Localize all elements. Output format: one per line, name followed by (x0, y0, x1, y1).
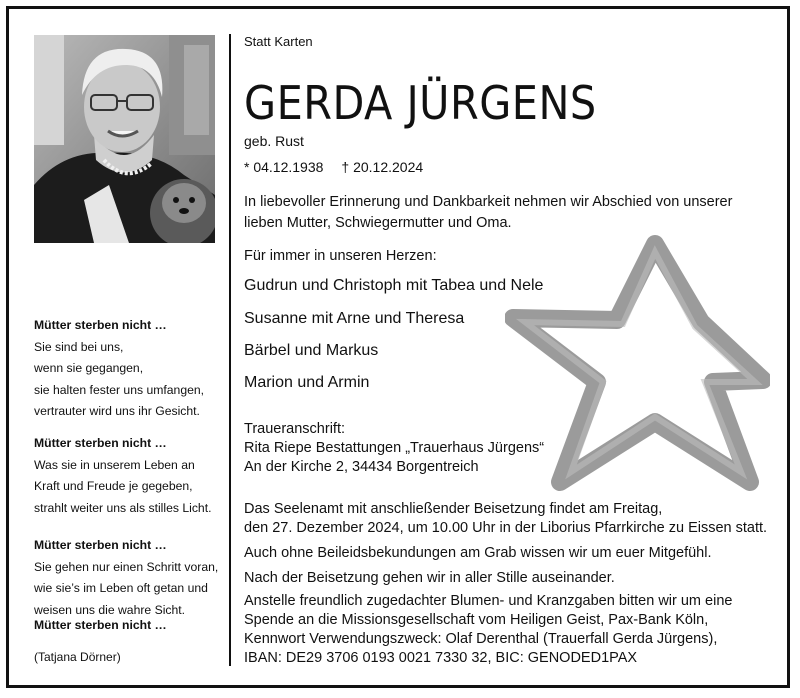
life-dates (244, 159, 423, 175)
intro-text: In liebevoller Erinnerung und Dankbarkeit nehmen wir Abschied von unserer lieben Mutter, Schwiegermutter und Oma. (244, 194, 733, 231)
poem-line: Mütter sterben nicht … (34, 436, 167, 450)
family-member: Bärbel und Markus (244, 342, 379, 359)
poem-line: Was sie in unserem Leben an (34, 457, 195, 472)
poem-line: weisen uns die wahre Sicht. (34, 602, 186, 617)
mourning-address (244, 420, 544, 477)
funeral-line: Das Seelenamt mit anschließender Beisetzung findet am Freitag, (244, 501, 663, 517)
address-line: Rita Riepe Bestattungen „Trauerhaus Jürgens“ (244, 440, 545, 456)
poem-line: vertrauter wird uns ihr Gesicht. (34, 404, 200, 418)
donation-line: Anstelle freundlich zugedachter Blumen- und Kranzgaben bitten wir um eine (244, 593, 733, 609)
after-funeral-note: Nach der Beisetzung gehen wir in aller Stille auseinander. (244, 570, 615, 586)
funeral-info (244, 500, 767, 538)
family-member: Susanne mit Arne und Theresa (244, 310, 465, 327)
death-date: † 20.12.2024 (341, 159, 424, 175)
poem-line: Kraft und Freude je gegeben, (34, 479, 193, 493)
poem-line: Mütter sterben nicht … (34, 318, 167, 332)
address-line: Traueranschrift: (244, 421, 345, 437)
poem-line: sie halten fester uns umfangen, (34, 382, 205, 397)
poem-line: strahlt weiter uns als stilles Licht. (34, 500, 212, 515)
donation-line: IBAN: DE29 3706 0193 0021 7330 32, BIC: GENODED1PAX (244, 650, 638, 666)
forever-heading: Für immer in unseren Herzen: (244, 248, 437, 264)
poem-line: Sie gehen nur einen Schritt voran, (34, 559, 219, 574)
maiden-name: geb. Rust (244, 133, 304, 149)
donation-line: Spende an die Missionsgesellschaft vom Heiligen Geist, Pax-Bank Köln, (244, 612, 709, 628)
address-line: An der Kirche 2, 34434 Borgentreich (244, 459, 479, 475)
portrait-photo (34, 35, 215, 243)
column-divider (229, 34, 231, 666)
birth-date: * 04.12.1938 (244, 159, 324, 175)
donation-request (244, 592, 732, 668)
donation-line: Kennwort Verwendungszweck: Olaf Derenthal (Trauerfall Gerda Jürgens), (244, 631, 718, 647)
poem-line: wenn sie gegangen, (34, 361, 144, 375)
poem-line: Sie sind bei uns, (34, 339, 124, 354)
poem-line: wie sie’s im Leben oft getan und (34, 581, 208, 595)
family-member: Marion und Armin (244, 374, 370, 391)
deceased-name: GERDA JÜRGENS (244, 76, 597, 130)
family-member: Gudrun und Christoph mit Tabea und Nele (244, 277, 544, 294)
poem-stanza-1 (34, 315, 224, 423)
star-icon (505, 232, 770, 492)
poem-line: Mütter sterben nicht … (34, 538, 167, 552)
poem-author: (Tatjana Dörner) (34, 650, 121, 664)
poem-stanza-3 (34, 535, 224, 621)
poem-closing: Mütter sterben nicht … (34, 618, 167, 632)
condolence-note: Auch ohne Beileidsbekundungen am Grab wissen wir um euer Mitgefühl. (244, 545, 712, 561)
funeral-line: den 27. Dezember 2024, um 10.00 Uhr in der Liborius Pfarrkirche zu Eissen statt. (244, 520, 768, 536)
poem-stanza-2 (34, 433, 224, 519)
header-note: Statt Karten (244, 34, 313, 49)
